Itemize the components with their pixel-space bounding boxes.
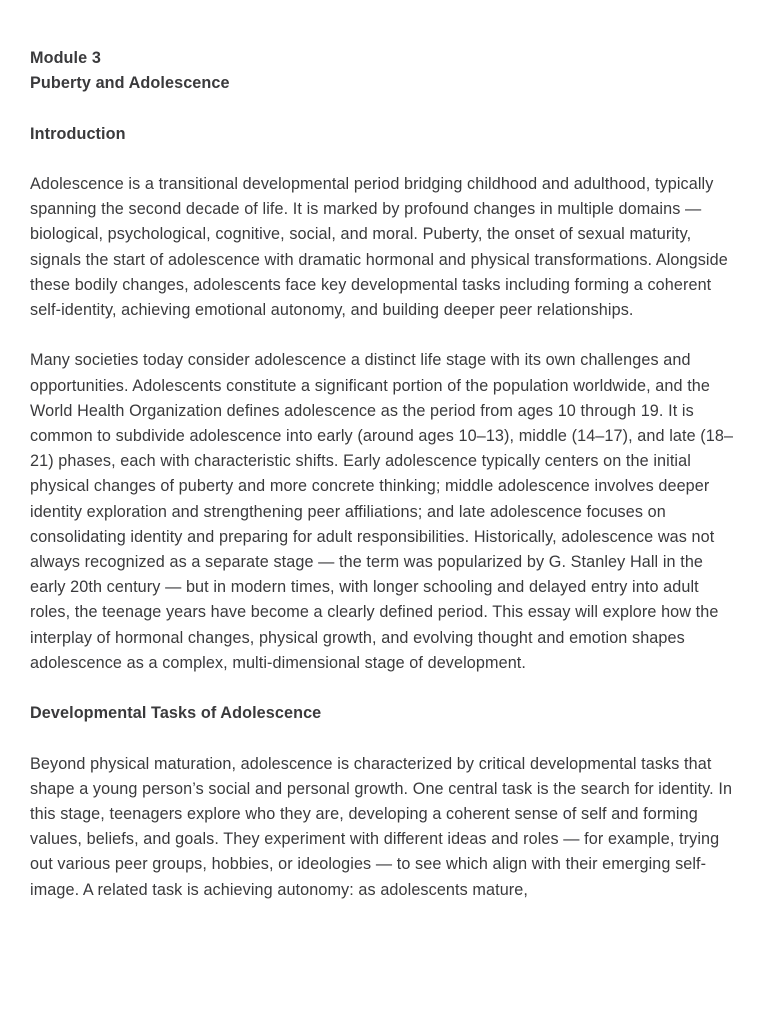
spacer (30, 96, 742, 121)
paragraph: Adolescence is a transitional developmental period bridging childhood and adulthood, typically spanning the second decade of life. It is marked by profound changes in multiple domains — biological, psychological, cognitive, social, and moral. Puberty, the onset of sexual maturity, signals the start of adolescence with dramatic hormonal and physical transformations. Alongside these bodily changes, adolescents face key developmental tasks including forming a coherent self-identity, achieving emotional autonomy, and building deeper peer relationships. (30, 174, 728, 319)
spacer (30, 726, 742, 751)
spacer (30, 147, 742, 172)
section-heading-introduction: Introduction (30, 124, 126, 143)
document (30, 46, 742, 903)
spacer (30, 323, 742, 348)
paragraph: Many societies today consider adolescence a distinct life stage with its own challenges and opportunities. Adolescents constitute a significant portion of the population worldwide, and the World Health Organization defines adolescence as the period from ages 10 through 19. It is common to subdivide adolescence into early (around ages 10–13), middle (14–17), and late (18–21) phases, each with characteristic shifts. Early adolescence typically centers on the initial physical changes of puberty and more concrete thinking; middle adolescence involves deeper identity exploration and strengthening peer affiliations; and late adolescence focuses on consolidating identity and preparing for adult responsibilities. Historically, adolescence was not always recognized as a separate stage — the term was popularized by G. Stanley Hall in the early 20th century — but in modern times, with longer schooling and delayed entry into adult roles, the teenage years have become a clearly defined period. This essay will explore how the interplay of hormonal changes, physical growth, and evolving thought and emotion shapes adolescence as a complex, multi-dimensional stage of development. (30, 351, 734, 672)
paragraph: Beyond physical maturation, adolescence is characterized by critical developmental tasks that shape a young person’s social and personal growth. One central task is the search for identity. In this stage, teenagers explore who they are, developing a coherent sense of self and forming values, beliefs, and goals. They experiment with different ideas and roles — for example, trying out various peer groups, hobbies, or ideologies — to see which align with their emerging self-image. A related task is achieving autonomy: as adolescents mature, (30, 754, 733, 899)
section-heading-developmental-tasks: Developmental Tasks of Adolescence (30, 704, 322, 723)
spacer (30, 676, 742, 701)
document-title: Puberty and Adolescence (30, 74, 230, 93)
module-label: Module 3 (30, 49, 101, 67)
